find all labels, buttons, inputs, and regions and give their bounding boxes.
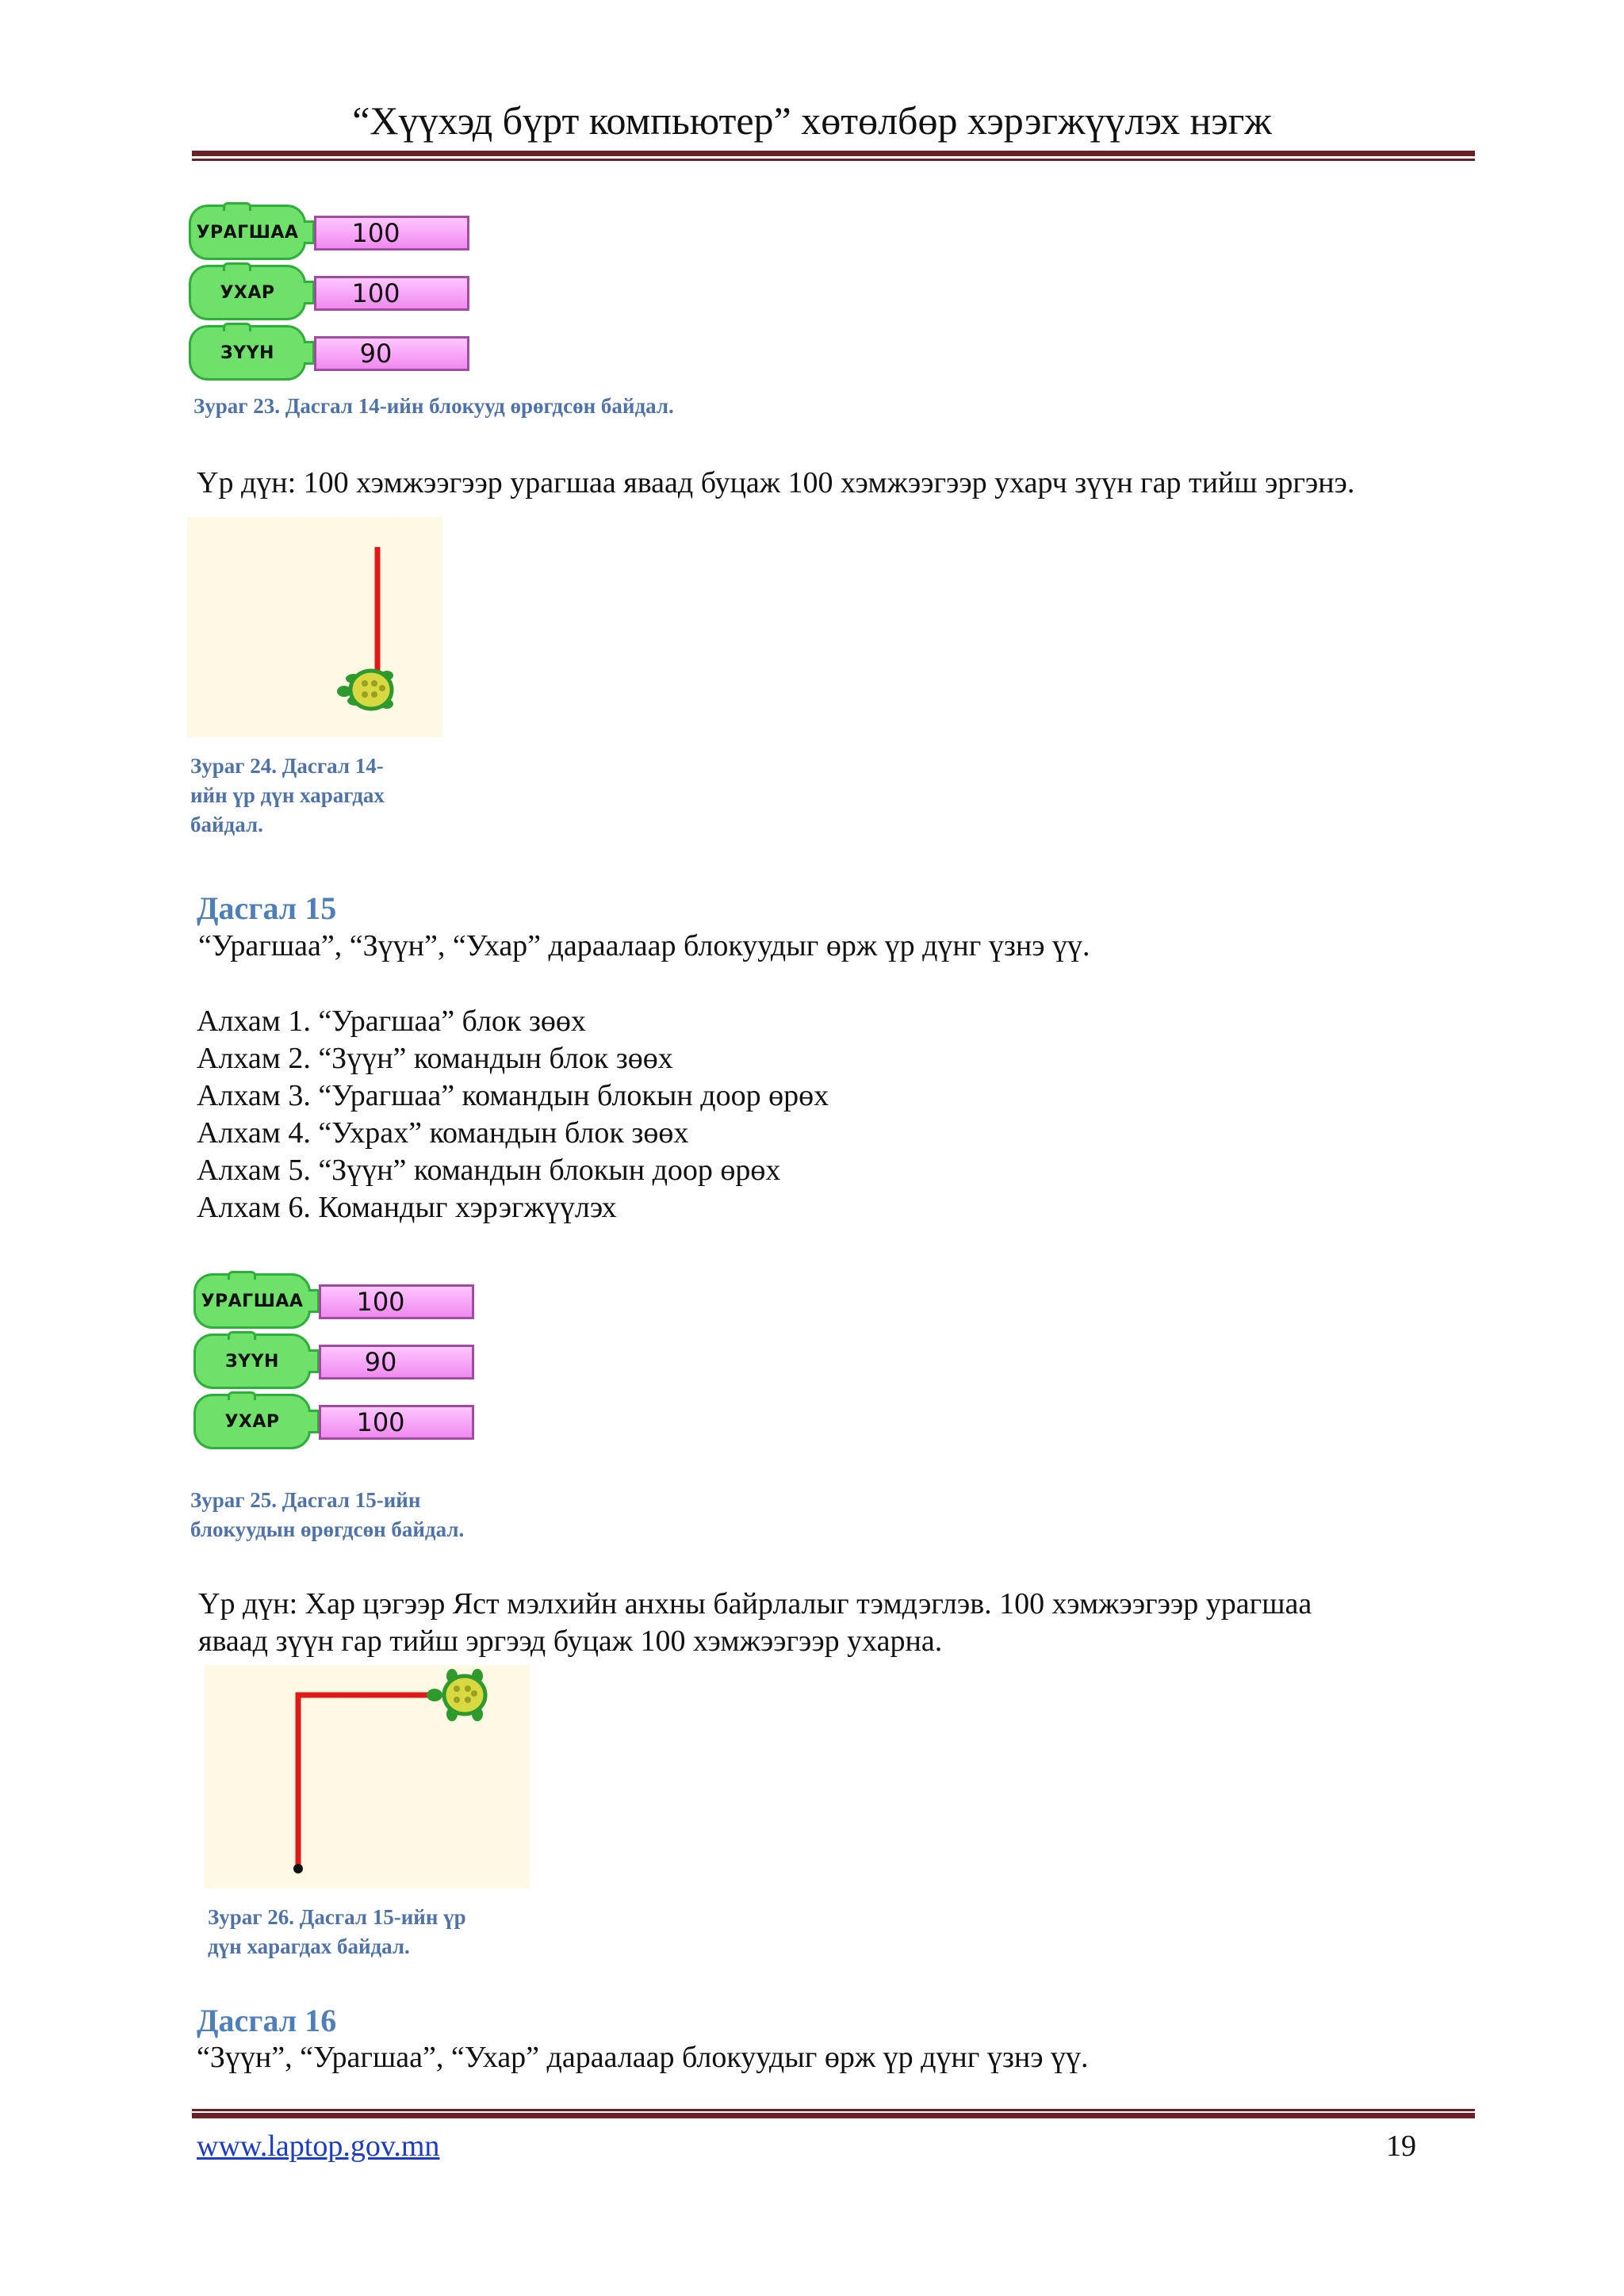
step-item: Алхам 6. Командыг хэрэгжүүлэх	[197, 1191, 617, 1224]
exercise-15-intro: “Урагшаа”, “Зүүн”, “Ухар” дараалаар блокуудыг өрж үр дүнг үзнэ үү.	[198, 929, 1090, 962]
figure-24-caption: Зураг 24. Дасгал 14- ийн үр дүн харагдах байдал.	[190, 754, 385, 836]
header-rule	[192, 151, 1475, 162]
value-block	[314, 216, 469, 251]
exercise-16-intro: “Зүүн”, “Урагшаа”, “Ухар” дараалаар блокуудыг өрж үр дүнг үзнэ үү.	[197, 2041, 1089, 2074]
value-block	[314, 336, 469, 371]
figure-25-caption: Зураг 25. Дасгал 15-ийн блокуудын өрөгдсөн байдал.	[190, 1488, 465, 1541]
command-label: УХАР	[224, 1411, 280, 1432]
block-row	[189, 265, 469, 325]
value-block	[319, 1405, 474, 1440]
block-row	[193, 1394, 474, 1454]
value-label: 100	[351, 218, 400, 248]
value-block	[319, 1284, 474, 1319]
turtle-path-drawing	[205, 1665, 530, 1888]
value-label: 100	[351, 278, 400, 308]
figure-23-caption: Зураг 23. Дасгал 14-ийн блокууд өрөгдсөн байдал.	[193, 394, 674, 418]
footer-website-link[interactable]: www.laptop.gov.mn	[197, 2130, 440, 2163]
turtle-path-drawing	[187, 517, 442, 737]
command-label: УХАР	[220, 282, 275, 303]
value-label: 90	[359, 339, 393, 369]
command-block	[189, 325, 306, 381]
turtle-icon	[427, 1669, 485, 1721]
figure-24-turtle-screen	[187, 517, 442, 737]
path-line	[298, 1695, 431, 1868]
command-block	[193, 1273, 311, 1329]
value-label: 100	[356, 1407, 405, 1437]
block-row	[189, 205, 469, 265]
exercise-16-heading: Дасгал 16	[197, 2003, 337, 2038]
command-block	[189, 205, 306, 260]
value-label: 100	[356, 1287, 405, 1317]
exercise-15-steps	[197, 1003, 829, 1226]
command-label: УРАГШАА	[201, 1291, 304, 1311]
command-block	[193, 1394, 311, 1449]
result-14-text: Үр дүн: 100 хэмжээгээр урагшаа яваад буцаж 100 хэмжээгээр ухарч зүүн гар тийш эргэнэ.	[197, 466, 1355, 499]
step-item: Алхам 2. “Зүүн” командын блок зөөх	[197, 1042, 673, 1075]
figure-23-blocks	[189, 205, 469, 388]
command-block	[189, 265, 306, 320]
footer-rule	[192, 2109, 1475, 2120]
step-item: Алхам 4. “Ухрах” командын блок зөөх	[197, 1116, 689, 1150]
command-label: ЗҮҮН	[225, 1351, 279, 1372]
page-header-title: “Хүүхэд бүрт компьютер” хөтөлбөр хэрэгжүүлэх нэгж	[352, 98, 1272, 143]
step-item: Алхам 1. “Урагшаа” блок зөөх	[197, 1004, 586, 1038]
page-number: 19	[1386, 2130, 1416, 2163]
result-15-text: Үр дүн: Хар цэгээр Яст мэлхийн анхны байрлалыг тэмдэглэв. 100 хэмжээгээр урагшаа яваад зүүн гар тийш эргээд буцаж 100 хэмжээгээр ухарна.	[198, 1587, 1312, 1658]
block-row	[189, 325, 469, 385]
figure-26-caption: Зураг 26. Дасгал 15-ийн үр дүн харагдах байдал.	[208, 1905, 466, 1958]
start-point-marker	[293, 1864, 303, 1873]
turtle-icon	[337, 671, 393, 709]
value-block	[314, 276, 469, 311]
block-row	[193, 1334, 474, 1394]
command-block	[193, 1334, 311, 1389]
command-label: УРАГШАА	[196, 222, 299, 243]
step-item: Алхам 3. “Урагшаа” командын блокын доор өрөх	[197, 1079, 829, 1112]
exercise-15-heading: Дасгал 15	[197, 890, 337, 926]
value-block	[319, 1345, 474, 1380]
block-row	[193, 1273, 474, 1334]
figure-25-blocks	[193, 1273, 474, 1457]
step-item: Алхам 5. “Зүүн” командын блокын доор өрөх	[197, 1154, 781, 1187]
command-label: ЗҮҮН	[220, 342, 274, 363]
figure-26-turtle-screen	[205, 1665, 530, 1888]
value-label: 90	[364, 1347, 397, 1377]
